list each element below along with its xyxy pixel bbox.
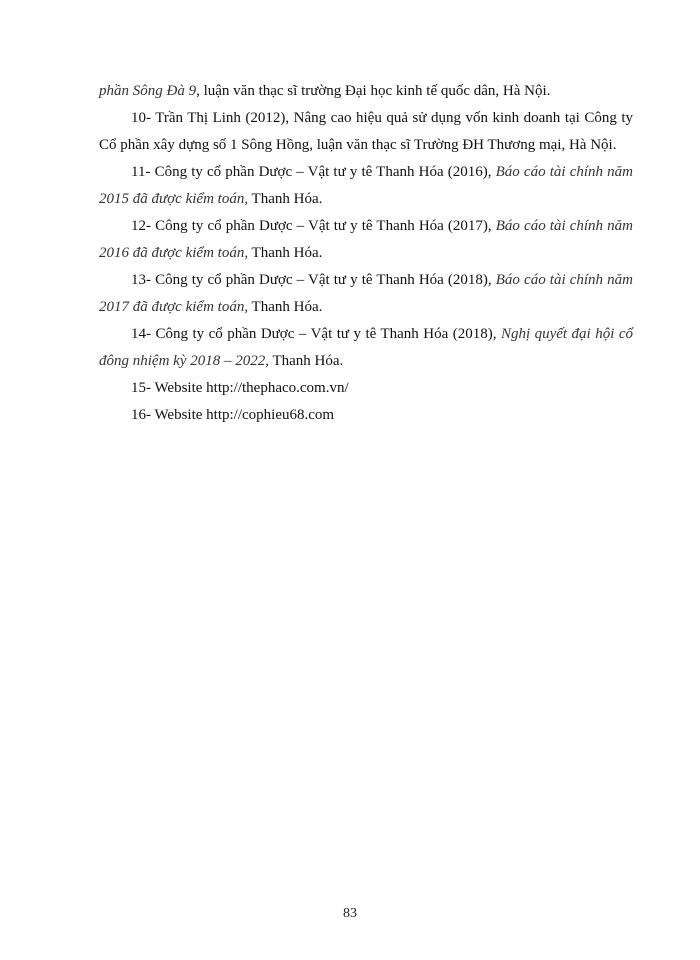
reference-entry: phần Sông Đà 9, luận văn thạc sĩ trường Đại học kinh tế quốc dân, Hà Nội. [99,83,551,99]
reference-entry: 11- Công ty cổ phần Dược – Vật tư y tê Thanh Hóa (2016), Báo cáo tài chính năm 2015 đã được kiểm toán, Thanh Hóa. [99,164,633,207]
reference-entry: 13- Công ty cổ phần Dược – Vật tư y tê Thanh Hóa (2018), Báo cáo tài chính năm 2017 đã được kiểm toán, Thanh Hóa. [99,272,633,315]
reference-list [99,78,633,429]
reference-entry: 16- Website http://cophieu68.com [131,407,335,423]
reference-entry: 10- Trần Thị Linh (2012), Nâng cao hiệu quả sử dụng vốn kinh doanh tại Công ty Cổ phần xây dựng số 1 Sông Hồng, luận văn thạc sĩ Trường ĐH Thương mại, Hà Nội. [99,110,633,153]
page-number: 83 [343,906,357,921]
reference-entry: 15- Website http://thephaco.com.vn/ [131,380,349,396]
reference-entry: 12- Công ty cổ phần Dược – Vật tư y tê Thanh Hóa (2017), Báo cáo tài chính năm 2016 đã được kiểm toán, Thanh Hóa. [99,218,633,261]
reference-entry: 14- Công ty cổ phần Dược – Vật tư y tê Thanh Hóa (2018), Nghị quyết đại hội cổ đông nhiệm kỳ 2018 – 2022, Thanh Hóa. [99,326,633,369]
